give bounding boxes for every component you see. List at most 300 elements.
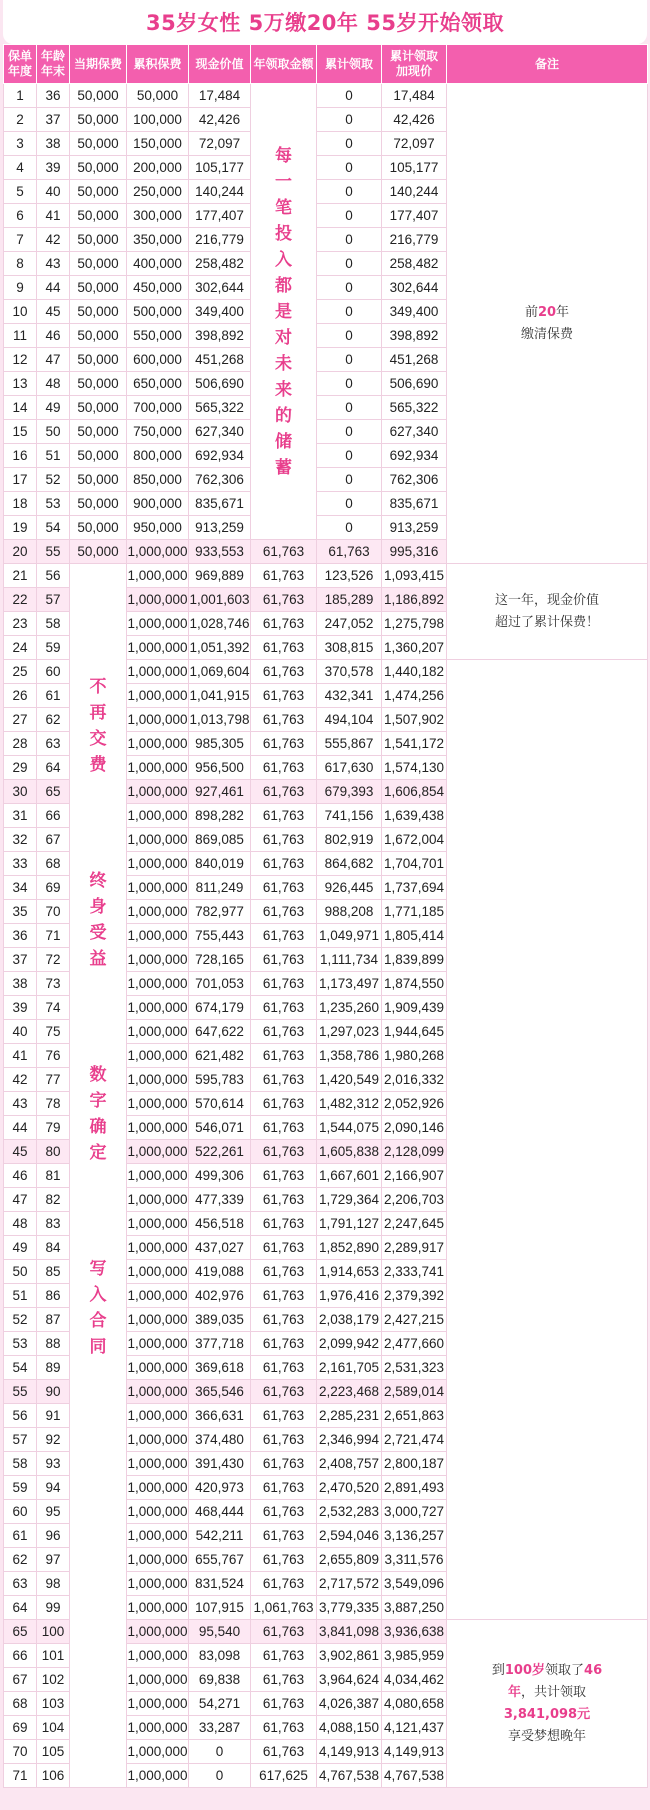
vertical-char: 每 (275, 145, 292, 166)
table-cell: 37 (37, 108, 70, 132)
table-cell: 53 (37, 492, 70, 516)
table-cell: 1 (4, 84, 37, 108)
table-cell: 66 (37, 804, 70, 828)
vertical-char: 一 (275, 171, 292, 192)
table-cell: 94 (37, 1476, 70, 1500)
table-cell: 1,000,000 (127, 1164, 189, 1188)
table-cell: 3,549,096 (382, 1572, 447, 1596)
table-cell: 10 (4, 300, 37, 324)
table-cell: 61,763 (251, 1236, 317, 1260)
table-cell: 0 (317, 132, 382, 156)
table-cell: 34 (4, 876, 37, 900)
table-cell: 6 (4, 204, 37, 228)
table-cell: 2,721,474 (382, 1428, 447, 1452)
table-cell: 2,532,283 (317, 1500, 382, 1524)
table-cell: 48 (4, 1212, 37, 1236)
vertical-char: 数 (89, 1065, 107, 1085)
table-cell: 42,426 (382, 108, 447, 132)
table-cell: 679,393 (317, 780, 382, 804)
note-line: 这一年，现金价值 (494, 592, 599, 608)
table-cell: 400,000 (127, 252, 189, 276)
table-cell: 3,964,624 (317, 1668, 382, 1692)
table-cell: 2,099,942 (317, 1332, 382, 1356)
table-cell: 2,589,014 (382, 1380, 447, 1404)
table-cell: 102 (37, 1668, 70, 1692)
table-cell: 391,430 (189, 1452, 251, 1476)
table-cell: 377,718 (189, 1332, 251, 1356)
table-cell: 7 (4, 228, 37, 252)
table-cell: 14 (4, 396, 37, 420)
table-cell: 47 (37, 348, 70, 372)
note-highlight: 46 (584, 1662, 603, 1678)
vertical-char: 终 (89, 871, 107, 891)
table-cell: 61,763 (251, 708, 317, 732)
table-cell: 926,445 (317, 876, 382, 900)
vertical-char: 受 (89, 923, 107, 943)
column-header-line: 当期保费 (73, 56, 122, 71)
table-cell: 73 (37, 972, 70, 996)
table-cell: 32 (4, 828, 37, 852)
table-cell: 0 (317, 348, 382, 372)
table-cell: 22 (4, 588, 37, 612)
table-cell: 92 (37, 1428, 70, 1452)
table-cell: 0 (189, 1764, 251, 1788)
table-cell: 2,379,392 (382, 1284, 447, 1308)
table-cell: 3,887,250 (382, 1596, 447, 1620)
table-cell: 63 (37, 732, 70, 756)
table-cell: 302,644 (189, 276, 251, 300)
table-cell: 1,000,000 (127, 1284, 189, 1308)
table-cell: 80 (37, 1140, 70, 1164)
note-highlight: 年 (507, 1684, 521, 1700)
column-header-line: 现金价值 (195, 56, 244, 71)
table-cell: 308,815 (317, 636, 382, 660)
table-cell: 1,173,497 (317, 972, 382, 996)
table-cell: 140,244 (382, 180, 447, 204)
table-cell: 1,000,000 (127, 1524, 189, 1548)
table-cell: 1,000,000 (127, 828, 189, 852)
table-cell: 927,461 (189, 780, 251, 804)
table-cell: 82 (37, 1188, 70, 1212)
table-cell: 177,407 (382, 204, 447, 228)
table-cell: 370,578 (317, 660, 382, 684)
note-highlight: 20 (537, 304, 557, 320)
table-cell: 8 (4, 252, 37, 276)
table-cell: 374,480 (189, 1428, 251, 1452)
table-cell: 1,000,000 (127, 1596, 189, 1620)
table-cell: 1,000,000 (127, 1020, 189, 1044)
table-cell: 1,605,838 (317, 1140, 382, 1164)
page-title: 35岁女性 5万缴20年 55岁开始领取 (146, 11, 504, 35)
table-cell: 1,028,746 (189, 612, 251, 636)
note-highlight: 100岁 (504, 1662, 546, 1678)
table-cell: 50,000 (70, 228, 127, 252)
table-cell: 17 (4, 468, 37, 492)
table-cell: 3,136,257 (382, 1524, 447, 1548)
table-cell: 2,531,323 (382, 1356, 447, 1380)
table-cell: 933,553 (189, 540, 251, 564)
table-cell: 23 (4, 612, 37, 636)
table-cell: 0 (317, 204, 382, 228)
vertical-char: 合 (89, 1311, 107, 1331)
vertical-caption (251, 143, 316, 481)
table-cell: 1,000,000 (127, 972, 189, 996)
table-cell: 802,919 (317, 828, 382, 852)
table-cell: 61,763 (251, 1740, 317, 1764)
table-cell: 45 (37, 300, 70, 324)
table-cell: 0 (317, 324, 382, 348)
table-cell: 51 (4, 1284, 37, 1308)
table-cell: 62 (4, 1548, 37, 1572)
table-cell: 985,305 (189, 732, 251, 756)
table-cell: 398,892 (382, 324, 447, 348)
table-cell: 17,484 (382, 84, 447, 108)
table-cell: 1,420,549 (317, 1068, 382, 1092)
vertical-char: 蓄 (275, 457, 292, 478)
table-cell: 1,544,075 (317, 1116, 382, 1140)
table-cell: 0 (317, 444, 382, 468)
table-cell: 4,034,462 (382, 1668, 447, 1692)
table-cell: 1,474,256 (382, 684, 447, 708)
table-cell: 61,763 (251, 1524, 317, 1548)
table-cell: 65 (4, 1620, 37, 1644)
table-cell: 9 (4, 276, 37, 300)
table-cell: 105,177 (189, 156, 251, 180)
table-cell: 1,507,902 (382, 708, 447, 732)
table-cell: 969,889 (189, 564, 251, 588)
table-cell: 11 (4, 324, 37, 348)
table-cell: 1,000,000 (127, 1644, 189, 1668)
table-cell: 1,001,603 (189, 588, 251, 612)
header-row (4, 45, 648, 84)
column-header (37, 45, 70, 84)
table-cell: 1,069,604 (189, 660, 251, 684)
table-cell: 1,639,438 (382, 804, 447, 828)
table-cell: 50,000 (70, 276, 127, 300)
note-paid-up (447, 302, 647, 346)
table-cell: 67 (4, 1668, 37, 1692)
table-cell: 1,909,439 (382, 996, 447, 1020)
table-cell: 2,891,493 (382, 1476, 447, 1500)
table-cell: 61,763 (251, 1020, 317, 1044)
table-cell: 550,000 (127, 324, 189, 348)
table-cell: 1,051,392 (189, 636, 251, 660)
title-bar (3, 0, 647, 44)
table-cell: 71 (4, 1764, 37, 1788)
vertical-char: 确 (89, 1117, 107, 1137)
table-cell: 1,000,000 (127, 996, 189, 1020)
table-cell: 61,763 (251, 1380, 317, 1404)
table-cell: 522,261 (189, 1140, 251, 1164)
table-cell: 2,052,926 (382, 1092, 447, 1116)
column-header (251, 45, 317, 84)
table-cell: 1,000,000 (127, 1452, 189, 1476)
table-cell: 621,482 (189, 1044, 251, 1068)
table-cell: 1,000,000 (127, 1044, 189, 1068)
table-cell: 3,779,335 (317, 1596, 382, 1620)
table-cell: 302,644 (382, 276, 447, 300)
table-cell: 90 (37, 1380, 70, 1404)
table-cell: 468,444 (189, 1500, 251, 1524)
table-cell: 50,000 (70, 132, 127, 156)
table-cell: 61,763 (251, 876, 317, 900)
table-row (4, 84, 648, 108)
table-cell: 13 (4, 372, 37, 396)
benefit-table (3, 44, 648, 1788)
table-cell: 647,622 (189, 1020, 251, 1044)
table-cell: 84 (37, 1236, 70, 1260)
table-cell: 0 (317, 420, 382, 444)
table-cell: 67 (37, 828, 70, 852)
table-cell: 1,852,890 (317, 1236, 382, 1260)
column-header-line: 年度 (7, 64, 32, 78)
table-cell: 52 (4, 1308, 37, 1332)
table-cell: 2,038,179 (317, 1308, 382, 1332)
table-cell: 50,000 (70, 348, 127, 372)
table-cell: 4,149,913 (382, 1740, 447, 1764)
table-cell: 27 (4, 708, 37, 732)
table-cell: 956,500 (189, 756, 251, 780)
table-cell: 61,763 (251, 1260, 317, 1284)
note-cell (447, 1620, 648, 1788)
table-cell: 0 (189, 1740, 251, 1764)
table-cell: 107,915 (189, 1596, 251, 1620)
table-cell: 840,019 (189, 852, 251, 876)
table-cell: 57 (4, 1428, 37, 1452)
note-line (447, 302, 647, 324)
table-cell: 1,729,364 (317, 1188, 382, 1212)
table-row (4, 564, 648, 588)
table-cell: 200,000 (127, 156, 189, 180)
table-cell: 1,000,000 (127, 780, 189, 804)
table-cell: 54 (37, 516, 70, 540)
note-cell (447, 564, 648, 660)
table-cell: 46 (37, 324, 70, 348)
table-cell: 61,763 (251, 1164, 317, 1188)
table-cell: 36 (4, 924, 37, 948)
table-cell: 45 (4, 1140, 37, 1164)
table-cell: 4,080,658 (382, 1692, 447, 1716)
note-total (447, 1660, 647, 1748)
table-cell: 44 (37, 276, 70, 300)
table-cell: 494,104 (317, 708, 382, 732)
table-cell: 31 (4, 804, 37, 828)
table-cell: 2,594,046 (317, 1524, 382, 1548)
column-header (447, 45, 648, 84)
vertical-char: 身 (89, 897, 107, 917)
table-cell: 61,763 (251, 780, 317, 804)
table-cell: 37 (4, 948, 37, 972)
table-cell: 674,179 (189, 996, 251, 1020)
table-cell: 25 (4, 660, 37, 684)
table-cell: 1,000,000 (127, 660, 189, 684)
table-cell: 2,289,917 (382, 1236, 447, 1260)
table-cell: 85 (37, 1260, 70, 1284)
table-cell: 66 (4, 1644, 37, 1668)
table-cell: 1,000,000 (127, 1140, 189, 1164)
table-cell: 4 (4, 156, 37, 180)
table-cell: 77 (37, 1068, 70, 1092)
table-cell: 50,000 (70, 420, 127, 444)
table-cell: 97 (37, 1548, 70, 1572)
table-cell: 741,156 (317, 804, 382, 828)
table-cell: 0 (317, 252, 382, 276)
table-cell: 500,000 (127, 300, 189, 324)
table-cell: 17,484 (189, 84, 251, 108)
vertical-char: 投 (275, 223, 292, 244)
note-line (447, 1660, 647, 1682)
table-cell: 39 (4, 996, 37, 1020)
table-cell: 50,000 (70, 372, 127, 396)
note-amount: 3,841,098元 (503, 1706, 591, 1722)
table-cell: 0 (317, 108, 382, 132)
column-header (4, 45, 37, 84)
column-header (127, 45, 189, 84)
table-cell: 61,763 (251, 636, 317, 660)
column-header-line: 加现价 (395, 64, 432, 78)
table-cell: 96 (37, 1524, 70, 1548)
table-cell: 50,000 (70, 180, 127, 204)
table-cell: 565,322 (382, 396, 447, 420)
table-cell: 60 (37, 660, 70, 684)
table-cell: 78 (37, 1092, 70, 1116)
table-cell: 19 (4, 516, 37, 540)
table-cell: 988,208 (317, 900, 382, 924)
table-cell: 56 (4, 1404, 37, 1428)
vertical-char: 字 (89, 1091, 107, 1111)
table-cell: 61,763 (251, 564, 317, 588)
table-cell: 55 (37, 540, 70, 564)
table-cell: 58 (37, 612, 70, 636)
table-cell: 2,206,703 (382, 1188, 447, 1212)
table-cell: 1,000,000 (127, 1572, 189, 1596)
table-cell: 555,867 (317, 732, 382, 756)
column-header-line: 备注 (534, 56, 559, 71)
table-cell: 398,892 (189, 324, 251, 348)
table-cell: 1,874,550 (382, 972, 447, 996)
table-cell: 60 (4, 1500, 37, 1524)
table-cell: 0 (317, 396, 382, 420)
table-cell: 61,763 (251, 1500, 317, 1524)
table-cell: 655,767 (189, 1548, 251, 1572)
table-cell: 1,000,000 (127, 1668, 189, 1692)
column-header-line: 保单 (7, 49, 32, 63)
note-text: 年 (556, 304, 570, 320)
table-cell: 103 (37, 1692, 70, 1716)
table-cell: 61,763 (251, 1308, 317, 1332)
table-cell: 2,223,468 (317, 1380, 382, 1404)
table-cell: 1,000,000 (127, 1740, 189, 1764)
table-cell: 71 (37, 924, 70, 948)
table-cell: 61,763 (251, 1620, 317, 1644)
table-cell: 1,000,000 (127, 1236, 189, 1260)
column-header-line: 年末 (40, 64, 65, 78)
table-cell: 76 (37, 1044, 70, 1068)
table-cell: 50,000 (70, 84, 127, 108)
caption-stack (70, 674, 126, 1360)
table-cell: 70 (37, 900, 70, 924)
note-text: ，共计领取 (521, 1684, 587, 1700)
table-cell: 811,249 (189, 876, 251, 900)
table-cell: 1,000,000 (127, 1404, 189, 1428)
table-cell: 61,763 (251, 660, 317, 684)
table-cell: 2,427,215 (382, 1308, 447, 1332)
table-cell: 75 (37, 1020, 70, 1044)
table-cell: 105,177 (382, 156, 447, 180)
table-cell: 1,013,798 (189, 708, 251, 732)
table-cell: 1,000,000 (127, 1380, 189, 1404)
table-cell: 1,541,172 (382, 732, 447, 756)
table-cell: 1,000,000 (127, 1500, 189, 1524)
table-cell: 0 (317, 300, 382, 324)
table-cell: 402,976 (189, 1284, 251, 1308)
table-cell: 4,088,150 (317, 1716, 382, 1740)
table-cell: 42 (4, 1068, 37, 1092)
table-cell: 140,244 (189, 180, 251, 204)
table-cell: 61,763 (251, 924, 317, 948)
table-cell: 913,259 (382, 516, 447, 540)
table-cell: 565,322 (189, 396, 251, 420)
table-cell: 61,763 (251, 1404, 317, 1428)
table-cell: 69,838 (189, 1668, 251, 1692)
table-cell: 950,000 (127, 516, 189, 540)
vertical-char: 笔 (275, 197, 292, 218)
table-cell: 50,000 (70, 108, 127, 132)
table-cell: 20 (4, 540, 37, 564)
table-cell: 1,358,786 (317, 1044, 382, 1068)
table-cell: 21 (4, 564, 37, 588)
table-cell: 995,316 (382, 540, 447, 564)
table-cell: 1,000,000 (127, 1308, 189, 1332)
table-cell: 1,000,000 (127, 1548, 189, 1572)
table-cell: 1,000,000 (127, 636, 189, 660)
table-cell: 451,268 (382, 348, 447, 372)
table-cell: 1,976,416 (317, 1284, 382, 1308)
vertical-char: 未 (275, 353, 292, 374)
table-cell: 432,341 (317, 684, 382, 708)
note-cell (447, 84, 648, 564)
table-cell: 1,000,000 (127, 924, 189, 948)
table-cell: 61,763 (251, 1692, 317, 1716)
vertical-caption (70, 1062, 126, 1166)
table-cell: 50 (37, 420, 70, 444)
table-cell: 50,000 (70, 252, 127, 276)
table-cell: 1,360,207 (382, 636, 447, 660)
table-cell: 50,000 (70, 204, 127, 228)
table-cell: 61 (4, 1524, 37, 1548)
table-cell: 50,000 (70, 396, 127, 420)
table-cell: 1,606,854 (382, 780, 447, 804)
table-cell: 1,000,000 (127, 948, 189, 972)
table-cell: 4,026,387 (317, 1692, 382, 1716)
table-cell: 61,763 (251, 1428, 317, 1452)
table-cell: 2,166,907 (382, 1164, 447, 1188)
table-cell: 451,268 (189, 348, 251, 372)
table-cell: 650,000 (127, 372, 189, 396)
table-cell: 89 (37, 1356, 70, 1380)
table-cell: 250,000 (127, 180, 189, 204)
table-cell: 542,211 (189, 1524, 251, 1548)
table-cell: 1,944,645 (382, 1020, 447, 1044)
column-header (70, 45, 127, 84)
table-cell: 365,546 (189, 1380, 251, 1404)
table-cell: 1,000,000 (127, 1116, 189, 1140)
table-cell: 1,000,000 (127, 1212, 189, 1236)
table-cell: 4,767,538 (382, 1764, 447, 1788)
note-line (447, 1682, 647, 1704)
table-cell: 50,000 (70, 492, 127, 516)
table-cell: 617,625 (251, 1764, 317, 1788)
